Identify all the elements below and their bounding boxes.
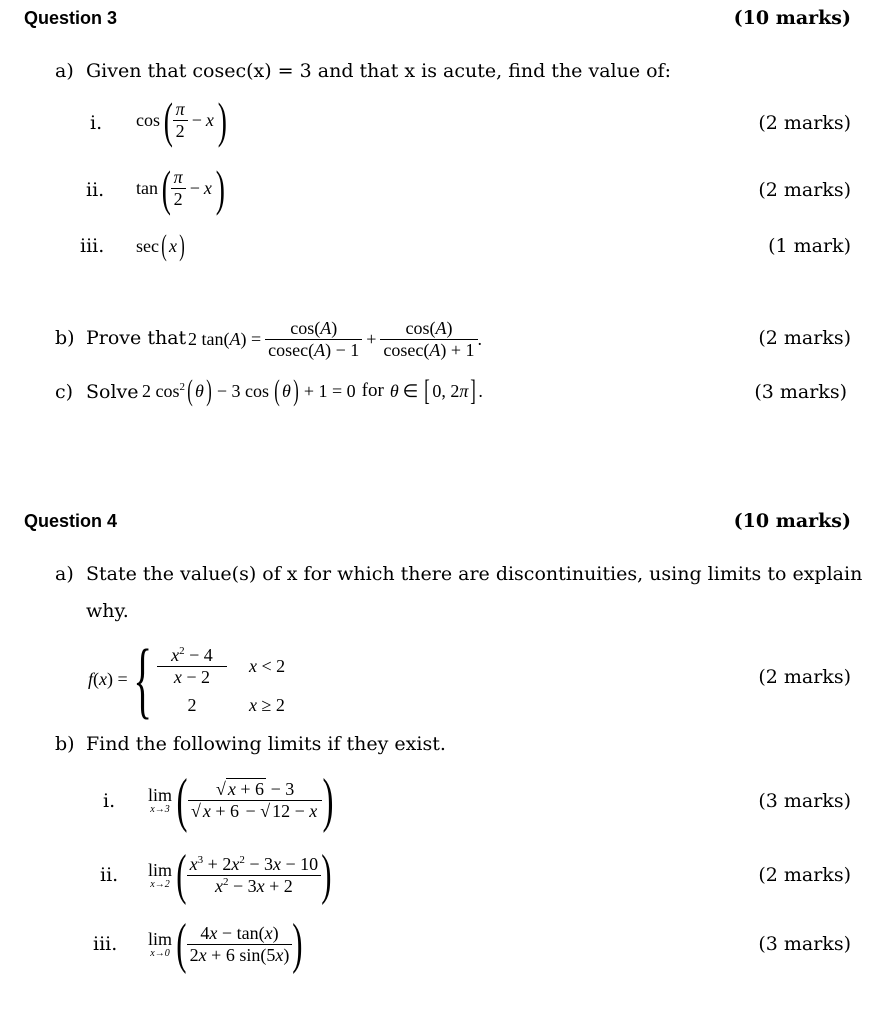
q3-a-ii-expression: tan ( $\frac{\pi}{2}$ − x ) (136, 160, 225, 216)
q3-part-b-text: Prove that (86, 327, 187, 349)
question-4-title: Question 4 (24, 511, 118, 531)
q4-b-iii-number: iii. (93, 933, 118, 955)
q4-part-a-text-line1: State the value(s) of x for which there are discontinuities, using limits to explain (86, 563, 863, 585)
q4-b-i-number: i. (103, 790, 116, 812)
q4-b-iii-marks: (3 marks) (758, 933, 851, 955)
q3-part-b-label: b) (55, 327, 75, 349)
lim-word: lim (148, 860, 173, 880)
q3-part-a-label: a) (55, 60, 74, 82)
q3-a-i-number: i. (90, 112, 103, 134)
lim-word: lim (148, 929, 173, 949)
for-word: for (361, 380, 384, 401)
question-3-total-marks: (10 marks) (733, 7, 851, 29)
lim-subscript: x→0 (150, 948, 170, 959)
q4-part-a-text-line2: why. (86, 600, 129, 622)
lim-subscript: x→3 (150, 804, 170, 815)
q4-b-iii-expression: lim x→0 ( $\frac{4x - \tan(x)}{2x + 6 \sin(5x)}$ ) (148, 913, 303, 975)
q3-a-i-expression: cos ( $\frac{\pi}{2}$ − x ) (136, 92, 227, 148)
cos-function: cos (136, 109, 160, 130)
q4-part-a-label: a) (55, 563, 74, 585)
q4-part-b-label: b) (55, 733, 75, 755)
q3-a-iii-marks: (1 mark) (768, 235, 851, 257)
q4-b-i-expression: lim x→3 ( $\frac{√ x + 6 - 3}{√ x + 6 - √ 12 - x}$ ) (148, 766, 334, 833)
q4-a-marks: (2 marks) (758, 666, 851, 688)
q4-part-b-text: Find the following limits if they exist. (86, 733, 446, 755)
question-3-title: Question 3 (24, 8, 118, 28)
tan-function: tan (136, 177, 158, 198)
q3-a-ii-marks: (2 marks) (758, 179, 851, 201)
question-4-total-marks: (10 marks) (733, 510, 851, 532)
q4-b-ii-number: ii. (100, 864, 119, 886)
q4-b-i-marks: (3 marks) (758, 790, 851, 812)
lim-subscript: x→2 (150, 879, 170, 890)
q3-c-marks: (3 marks) (754, 381, 847, 403)
q3-part-a-text: Given that cosec(x) = 3 and that x is acute, find the value of: (86, 60, 671, 82)
q4-piecewise-function: f(x) = { $\frac{x^2 - 4}{x - 2}$ x < 2 2 x ≥ 2 (88, 631, 286, 727)
q3-a-iii-expression: sec ( x ) (136, 229, 185, 262)
q3-a-ii-number: ii. (86, 179, 105, 201)
sec-function: sec (136, 235, 159, 256)
q3-b-identity: 2 tan(A) = $\frac{\cos(A)}{cosec(A) - 1}$ + $\frac{\cos(A)}{cosec(A) + 1}$ . (188, 317, 483, 360)
q4-b-ii-expression: lim x→2 ( $\frac{x^3 + 2x^2 - 3x - 10}{x^2 - 3x + 2}$ ) (148, 844, 332, 906)
q3-c-equation: 2 $\cos^2$ ( θ ) − 3 cos ( θ ) + 1 = 0 for θ ∈ [ 0, 2π ] . (142, 374, 483, 407)
lim-word: lim (148, 785, 173, 805)
q3-a-iii-number: iii. (80, 235, 105, 257)
q3-part-c-label: c) (55, 381, 74, 403)
q3-part-c-text: Solve (86, 381, 139, 403)
q4-b-ii-marks: (2 marks) (758, 864, 851, 886)
q3-b-marks: (2 marks) (758, 327, 851, 349)
q3-a-i-marks: (2 marks) (758, 112, 851, 134)
